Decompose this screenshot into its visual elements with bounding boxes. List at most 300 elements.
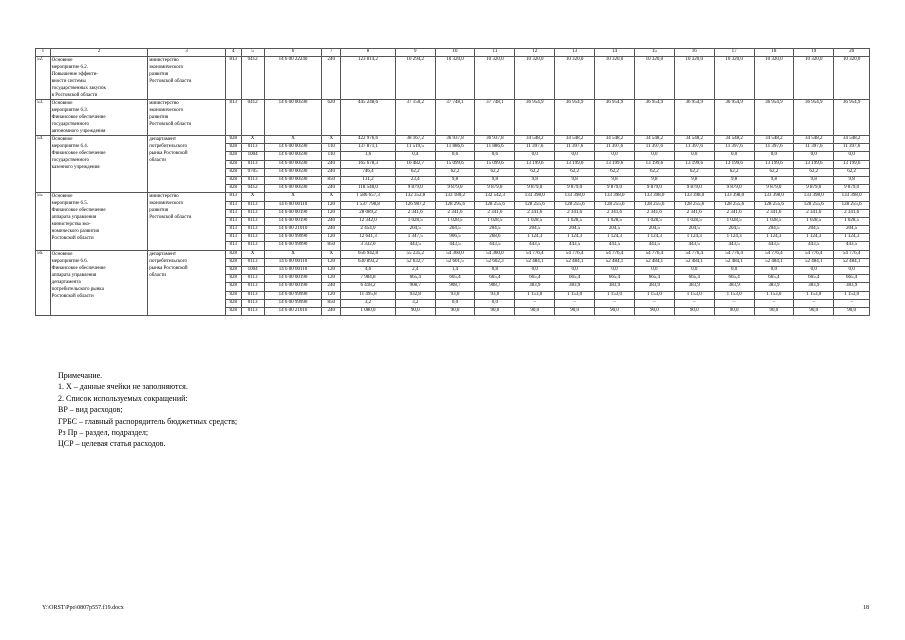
responsible-org-line: потребительского [149,258,188,264]
amount-cell: 133 398,0 [595,193,635,201]
column-number: 3 [148,49,226,57]
budget-code-cell: 0113 [241,275,264,283]
amount-cell: 62,2 [794,168,834,176]
amount-cell: 133 398,0 [834,193,870,201]
amount-cell: – [754,299,794,307]
amount-cell: 90,0 [515,307,555,315]
amount-cell: 1 124,3 [555,234,595,242]
activity-name-line: аппарата управления [51,272,97,278]
amount-cell: 204,5 [515,226,555,234]
amount-cell: 131,2 [341,176,396,184]
amount-cell: 34 548,2 [714,136,754,144]
budget-code-cell: 828 [225,168,241,176]
amount-cell: 1 028,5 [714,217,754,225]
amount-cell: 1 124,3 [515,234,555,242]
amount-cell: 36 954,9 [595,100,635,136]
note-line: ЦСР – целевая статья расходов. [58,439,166,449]
budget-code-cell: 0113 [241,176,264,184]
note-line: ВР – вид расходов; [58,405,123,415]
amount-cell: 128 255,6 [515,201,555,209]
activity-name-line: государственных закупок [51,86,106,91]
amount-cell: 1 153,0 [754,291,794,299]
amount-cell: 204,5 [634,226,674,234]
notes-section [58,370,237,450]
activity-name-line: потребительского рынка [51,286,104,292]
amount-cell: 2 341,6 [634,209,674,217]
amount-cell: 13 199,6 [754,160,794,168]
budget-code-cell: 14 6 00 99990 [264,299,322,307]
column-number: 1 [36,49,51,57]
amount-cell: 52 484,1 [754,258,794,266]
amount-cell: 665,4 [714,275,754,283]
amount-cell: 128 255,6 [595,201,635,209]
budget-code-cell: 14 6 00 99990 [264,242,322,250]
amount-cell: 443,5 [634,242,674,250]
amount-cell: 204,5 [794,226,834,234]
budget-code-cell: 120 [322,209,341,217]
amount-cell: 11 519,5 [395,144,435,152]
amount-cell: 9 879,0 [714,185,754,193]
responsible-org-line: департамент [149,251,177,257]
amount-cell: 443,5 [794,242,834,250]
amount-cell: 665,4 [834,275,870,283]
amount-cell: 10 320,0 [674,57,714,100]
amount-cell: – [674,299,714,307]
budget-code-cell: 0113 [241,160,264,168]
activity-name-line: мероприятие 6.5. [51,201,89,207]
budget-code-cell: 850 [322,299,341,307]
amount-cell: 0,0 [595,152,635,160]
amount-cell: 11 397,6 [595,144,635,152]
responsible-org-cell [148,193,226,250]
amount-cell: 2 341,6 [475,209,515,217]
amount-cell: 36 954,9 [555,100,595,136]
amount-cell: 1 124,3 [754,234,794,242]
budget-code-cell: 828 [225,185,241,193]
responsible-org-line: министерство [149,194,179,200]
activity-name-line: Ростовской области [51,236,94,242]
amount-cell: 13 199,6 [634,160,674,168]
amount-cell: 37 748,1 [475,100,515,136]
amount-cell: 90,0 [674,307,714,315]
note-line: ГРБС – главный распорядитель бюджетных средств; [58,416,238,426]
activity-name-line: Финансовое обеспечение [51,208,106,214]
note-line: 2. Список используемых сокращений: [58,393,188,403]
amount-cell: 11 397,6 [555,144,595,152]
amount-cell: 10 294,2 [395,57,435,100]
budget-code-cell: 240 [322,226,341,234]
budget-code-cell: 828 [225,267,241,275]
budget-code-cell: 240 [322,217,341,225]
amount-cell: 128 255,6 [555,201,595,209]
amount-cell: 62,2 [634,168,674,176]
amount-cell: 118 548,0 [341,185,396,193]
budget-code-cell: 813 [225,226,241,234]
amount-cell: 665,4 [674,275,714,283]
responsible-org-line: министерство [149,101,179,106]
amount-cell: 204,5 [555,226,595,234]
amount-cell: 10 320,0 [634,57,674,100]
amount-cell: 908,7 [475,283,515,291]
amount-cell: 3,2 [395,299,435,307]
activity-name-line: министерства эко- [51,222,91,228]
activity-name-line: Основное [51,101,73,106]
amount-cell: 9,8 [674,176,714,184]
amount-cell: 2,4 [395,267,435,275]
column-number: 4 [225,49,241,57]
amount-cell: 1 028,5 [794,217,834,225]
activity-name-cell [50,193,148,250]
amount-cell: 0,0 [674,152,714,160]
amount-cell: 52 484,1 [515,258,555,266]
amount-cell: 1 153,0 [834,291,870,299]
budget-code-cell: 14 6 00 00110 [264,201,322,209]
amount-cell: 0,4 [395,152,435,160]
activity-name-line: в Ростовской области [51,93,98,98]
amount-cell: 36 954,9 [515,100,555,136]
amount-cell: 10 320,0 [834,57,870,100]
budget-code-cell: 0113 [241,201,264,209]
amount-cell: 1 124,3 [595,234,635,242]
amount-cell: 204,5 [595,226,635,234]
budget-code-cell: 828 [225,307,241,315]
activity-name-cell [50,100,148,136]
amount-cell: 204,5 [754,226,794,234]
amount-cell: 443,5 [674,242,714,250]
amount-cell: 54 776,4 [515,250,555,258]
budget-code-cell: 828 [225,258,241,266]
budget-code-cell: 828 [225,291,241,299]
budget-code-cell: 0412 [241,57,264,100]
amount-cell: 1 028,5 [595,217,635,225]
budget-code-cell: X [322,136,341,144]
activity-name-line: мероприятие 6.6. [51,258,89,264]
column-number: 13 [555,49,595,57]
budget-code-cell: 828 [225,283,241,291]
activity-name-line: Финансовое обеспечение [51,265,106,271]
budget-code-cell: X [241,193,264,201]
amount-cell: 0,0 [754,152,794,160]
budget-code-cell: 120 [322,267,341,275]
activity-name-cell [50,136,148,193]
amount-cell: 2 341,6 [595,209,635,217]
amount-cell: 2 341,6 [714,209,754,217]
budget-code-cell: 14 6 00 00110 [264,258,322,266]
amount-cell: 11 886,6 [475,144,515,152]
column-number: 10 [435,49,475,57]
amount-cell: 1 124,3 [674,234,714,242]
budget-code-cell: 1004 [241,152,264,160]
responsible-org-line: рынка Ростовской [149,151,188,156]
responsible-org-cell [148,57,226,100]
amount-cell: 128 255,6 [754,201,794,209]
amount-cell: 13 199,6 [674,160,714,168]
budget-code-cell: 850 [322,242,341,250]
budget-code-cell: X [264,193,322,201]
column-number: 11 [475,49,515,57]
budget-code-cell: 240 [322,57,341,100]
column-number: 17 [714,49,754,57]
column-number: 6 [264,49,322,57]
activity-name-line: вности системы [51,79,86,84]
column-number: 2 [50,49,148,57]
amount-cell: 0,0 [435,299,475,307]
amount-cell: 90,0 [555,307,595,315]
budget-code-cell: 0113 [241,307,264,315]
budget-code-cell: 813 [225,217,241,225]
amount-cell: 1 124,3 [794,234,834,242]
responsible-org-line: развития [149,115,169,120]
amount-cell: 90,0 [395,307,435,315]
amount-cell: 13 199,6 [555,160,595,168]
amount-cell: 133 180,2 [435,193,475,201]
budget-code-cell: 14 6 00 00110 [264,267,322,275]
budget-code-cell: 14 6 00 00590 [264,176,322,184]
amount-cell: 28 089,2 [341,209,396,217]
amount-cell: 11 886,6 [435,144,475,152]
amount-cell: 2 341,6 [435,209,475,217]
budget-code-cell: 813 [225,100,241,136]
table-row [36,136,870,144]
budget-code-cell: 240 [322,185,341,193]
amount-cell: 1 028,5 [834,217,870,225]
budget-code-cell: 813 [225,242,241,250]
amount-cell: 34 548,2 [834,136,870,144]
amount-cell: 9 879,0 [754,185,794,193]
amount-cell: 383,9 [834,283,870,291]
activity-name-line: Финансовое обеспечение [51,151,106,156]
responsible-org-cell [148,250,226,316]
amount-cell: – [555,299,595,307]
amount-cell: 383,9 [794,283,834,291]
amount-cell: 54 776,4 [634,250,674,258]
amount-cell: 62,2 [834,168,870,176]
amount-cell: 13 199,6 [834,160,870,168]
amount-cell: 34 548,2 [794,136,834,144]
amount-cell: 93,0 [475,291,515,299]
amount-cell: 11 397,6 [794,144,834,152]
amount-cell: 1 153,0 [674,291,714,299]
amount-cell: 123 814,2 [341,57,396,100]
amount-cell: 9,8 [794,176,834,184]
amount-cell: 90,0 [794,307,834,315]
budget-code-cell: 14 6 00 00590 [264,185,322,193]
amount-cell: 11 397,6 [674,144,714,152]
amount-cell: 1 347,5 [395,234,435,242]
row-number-cell: 52. [36,57,51,100]
amount-cell: 2 341,6 [515,209,555,217]
activity-name-line: Основное [51,137,73,142]
amount-cell: – [794,299,834,307]
amount-cell: 13 199,6 [595,160,635,168]
amount-cell: 443,5 [714,242,754,250]
amount-cell: 54 776,4 [674,250,714,258]
amount-cell: 0,0 [794,152,834,160]
responsible-org-line: развития [149,208,169,214]
amount-cell: 133 398,0 [634,193,674,201]
budget-code-cell: 120 [322,275,341,283]
amount-cell: 204,5 [834,226,870,234]
activity-name-line: Основное [51,194,73,200]
amount-cell: 36 954,9 [794,100,834,136]
budget-code-cell: 14 6 00 00590 [264,100,322,136]
table-row [36,193,870,201]
amount-cell: 1 028,5 [395,217,435,225]
amount-cell: 9 879,0 [674,185,714,193]
amount-cell: 128 255,6 [714,201,754,209]
amount-cell: 2 341,6 [794,209,834,217]
amount-cell: 383,9 [515,283,555,291]
amount-cell: 54 776,4 [595,250,635,258]
budget-code-cell: 0705 [241,168,264,176]
amount-cell: 11 397,6 [515,144,555,152]
amount-cell: 1 124,3 [834,234,870,242]
amount-cell: 2 341,6 [395,209,435,217]
budget-code-cell: 620 [322,100,341,136]
column-number: 18 [754,49,794,57]
activity-name-line: номического развития [51,229,99,235]
amount-cell: 9,8 [834,176,870,184]
budget-code-cell: 0113 [241,299,264,307]
amount-cell: 2 341,6 [754,209,794,217]
amount-cell: 1 153,0 [555,291,595,299]
amount-cell: 2 454,0 [341,226,396,234]
amount-cell: 90,0 [595,307,635,315]
amount-cell: 9 879,0 [834,185,870,193]
amount-cell: 52 484,1 [555,258,595,266]
amount-cell: 9 879,0 [515,185,555,193]
amount-cell: 165 678,3 [341,160,396,168]
amount-cell: 54 776,4 [834,250,870,258]
amount-cell: 36 954,9 [674,100,714,136]
amount-cell: 34 548,2 [595,136,635,144]
amount-cell: 0,0 [674,267,714,275]
amount-cell: 11 397,6 [834,144,870,152]
amount-cell: 665,4 [555,275,595,283]
amount-cell: 204,5 [395,226,435,234]
amount-cell: 630 893,2 [341,258,396,266]
budget-code-cell: 240 [322,160,341,168]
amount-cell: 445 248,6 [341,100,396,136]
amount-cell: 10 320,0 [435,57,475,100]
row-number-cell: 56. [36,250,51,316]
responsible-org-line: Ростовской области [149,215,192,221]
amount-cell: 54 776,4 [754,250,794,258]
amount-cell: – [714,299,754,307]
amount-cell: 443,5 [555,242,595,250]
amount-cell: 383,9 [674,283,714,291]
row-number-cell: 53. [36,100,51,136]
amount-cell: 443,5 [595,242,635,250]
amount-cell: 34 548,2 [674,136,714,144]
amount-cell: 9 879,0 [555,185,595,193]
activity-name-line: государственного [51,158,90,163]
amount-cell: 204,5 [475,226,515,234]
amount-cell: 1 028,5 [515,217,555,225]
amount-cell: 9 879,0 [595,185,635,193]
amount-cell: 0,0 [515,267,555,275]
responsible-org-cell [148,136,226,193]
amount-cell: 9 879,0 [435,185,475,193]
amount-cell: 34 548,2 [515,136,555,144]
amount-cell: 1 028,5 [674,217,714,225]
amount-cell: 62,2 [754,168,794,176]
budget-code-cell: 14 6 00 99990 [264,234,322,242]
amount-cell: 128 255,6 [475,201,515,209]
budget-code-cell: 813 [225,57,241,100]
table-row [36,100,870,136]
column-number: 19 [794,49,834,57]
amount-cell: 52 484,1 [794,258,834,266]
amount-cell: 10 320,0 [515,57,555,100]
page-number: 18 [863,605,869,611]
budget-code-cell: 0412 [241,100,264,136]
amount-cell: 37 748,1 [435,100,475,136]
budget-code-cell: X [264,250,322,258]
column-number: 15 [634,49,674,57]
amount-cell: 9 879,0 [475,185,515,193]
amount-cell: 9,8 [475,176,515,184]
amount-cell: 38 167,2 [395,136,435,144]
amount-cell: 13 199,6 [515,160,555,168]
amount-cell: 90,0 [754,307,794,315]
amount-cell: 11 397,6 [634,144,674,152]
amount-cell: 62,2 [435,168,475,176]
amount-cell: 132 542,3 [475,193,515,201]
budget-code-cell: 14 6 00 99990 [264,291,322,299]
budget-code-cell: 828 [225,275,241,283]
row-number-cell: 55. [36,193,51,250]
amount-cell: 4,6 [341,267,396,275]
amount-cell: 0,0 [595,267,635,275]
row-number-cell: 54. [36,136,51,193]
activity-name-line: департамента [51,279,81,285]
amount-cell: – [515,299,555,307]
amount-cell: 443,5 [395,242,435,250]
amount-cell: 62,2 [555,168,595,176]
responsible-org-line: экономического [149,108,184,113]
amount-cell: 16 482,7 [395,160,435,168]
column-number: 14 [595,49,635,57]
amount-cell: 37 150,2 [395,100,435,136]
responsible-org-line: экономического [149,65,184,70]
amount-cell: 62,2 [714,168,754,176]
amount-cell: 204,5 [435,226,475,234]
amount-cell: 2 341,6 [834,209,870,217]
budget-code-cell: 120 [322,258,341,266]
amount-cell: 90,0 [475,307,515,315]
amount-cell: 9,8 [754,176,794,184]
amount-cell: 1 028,5 [435,217,475,225]
amount-cell: 9,8 [714,176,754,184]
amount-cell: 1,6 [341,152,396,160]
amount-cell: 3,2 [341,299,396,307]
amount-cell: 62,2 [395,168,435,176]
budget-code-cell: 828 [225,299,241,307]
budget-code-cell: 110 [322,144,341,152]
amount-cell: 1 153,0 [515,291,555,299]
budget-code-cell: 0113 [241,217,264,225]
column-number: 7 [322,49,341,57]
budget-code-cell: 828 [225,160,241,168]
amount-cell: 52 484,1 [674,258,714,266]
amount-cell: 0,0 [475,299,515,307]
amount-cell: 54 360,0 [475,250,515,258]
amount-cell: 36 954,9 [834,100,870,136]
amount-cell: 36 954,9 [714,100,754,136]
amount-cell: 908,7 [435,283,475,291]
responsible-org-line: экономического [149,201,184,207]
